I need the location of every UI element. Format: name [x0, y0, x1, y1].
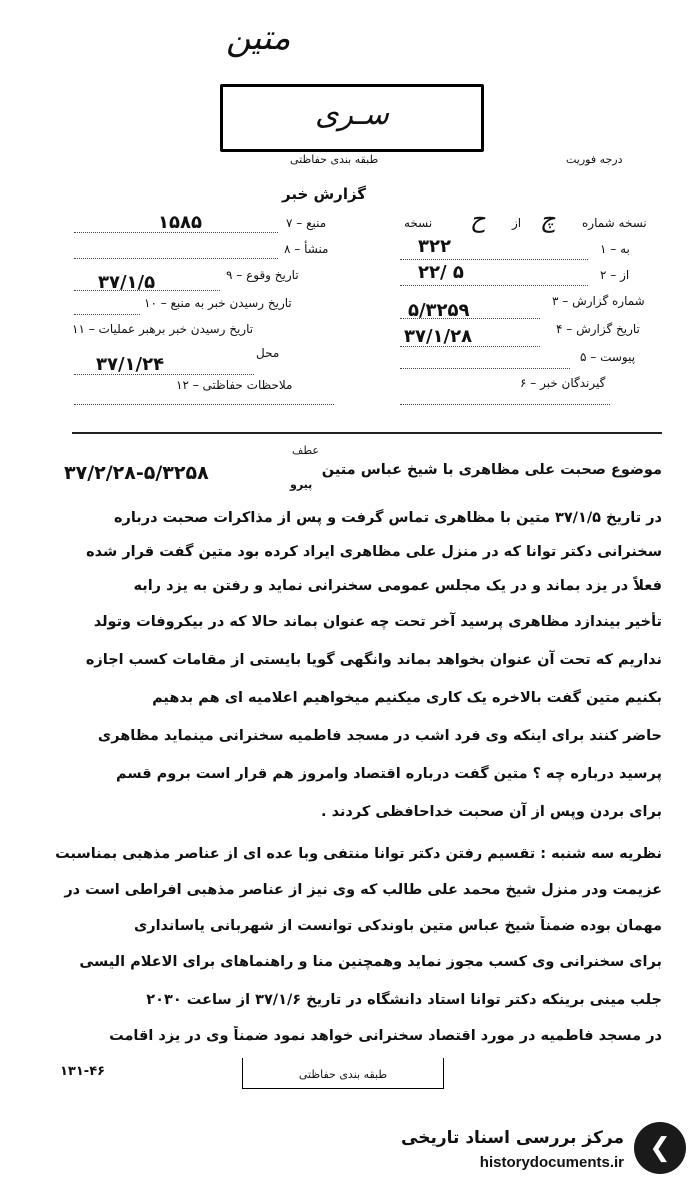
copy-total-hand: ح — [470, 205, 486, 233]
field-from-line — [400, 285, 588, 286]
archive-site: historydocuments.ir — [479, 1154, 624, 1171]
body-line: بکنیم متین گفت بالاخره یک کاری میکنیم میخواهیم اعلامیه ای هم بدهیم — [152, 690, 662, 706]
bottom-classification-stamp — [242, 1058, 444, 1089]
field-to-line — [400, 259, 588, 260]
header-separator — [72, 432, 662, 434]
body-line: برای سخنرانی وی کسب مجوز نماید وهمچنین منا و راهنماهای برای الاعلام الیسی — [79, 954, 662, 970]
field-report-date-line — [400, 346, 540, 347]
field-source-line — [74, 232, 278, 233]
page-code: ۱۳۱-۴۶ — [60, 1064, 106, 1079]
body-line: در مسجد فاطمیه در مورد اقتصاد سخنرانی خواهد نمود ضمناً وی در یزد اقامت — [109, 1028, 662, 1044]
field-report-date-value: ۳۷/۱/۲۸ — [404, 326, 473, 347]
body-line: حاضر کنند برای اینکه وی فرد اشب در مسجد فاطمیه سخنرانی مینماید مظاهری — [97, 728, 662, 744]
field-from-value: ۲۲/ ۵ — [418, 262, 464, 283]
archive-org-name: مرکز بررسی اسناد تاریخی — [401, 1128, 624, 1148]
field-place-line — [74, 374, 254, 375]
field-source-receipt-label: ۱۰ – تاریخ رسیدن خبر به منبع — [144, 296, 292, 310]
field-to-label: ۱ – به — [600, 242, 630, 256]
body-line: برای بردن وپس از آن صحبت خداحافظی کردند . — [321, 804, 662, 820]
field-attachment-line — [400, 368, 570, 369]
copy-of-label: از — [512, 216, 522, 230]
field-leader-receipt-label: ۱۱ – تاریخ رسیدن خبر برهبر عملیات — [72, 322, 254, 336]
archive-footer — [395, 1120, 700, 1188]
field-source-receipt-line — [74, 314, 140, 315]
field-report-no-line — [400, 318, 540, 319]
copy-number-hand: چ — [540, 205, 556, 233]
classification-caption: طبقه بندی حفاظتی — [290, 153, 379, 166]
field-origin-line — [74, 258, 278, 259]
body-line: عزیمت ودر منزل شیخ محمد علی طالب که وی نیز از عناصر مذهبی افراطی است در — [64, 882, 662, 898]
field-recipients-label: ۶ – گیرندگان خبر — [520, 376, 606, 390]
body-line: در تاریخ ۳۷/۱/۵ متین با مظاهری تماس گرفت و پس از مذاکرات صحبت درباره — [113, 510, 662, 526]
handwritten-name: متین — [226, 18, 291, 58]
field-occurrence-line — [74, 290, 220, 291]
body-subject-line: موضوع صحبت علی مظاهری با شیخ عباس متین — [321, 462, 662, 478]
field-origin-label: ۸ – منشأ — [284, 242, 329, 256]
secret-stamp-text: سـری — [315, 97, 389, 132]
field-place-label: محل — [256, 346, 280, 360]
field-security-notes-label: ۱۲ – ملاحظات حفاظتی — [176, 378, 293, 392]
body-line: نظریه سه شنبه : تقسیم رفتن دکتر توانا منتفی وبا عده ای از عناصر مذهبی بمناسبت — [55, 846, 662, 862]
field-source-value: ۱۵۸۵ — [158, 212, 202, 233]
field-report-no-label: ۳ – شماره گزارش — [552, 294, 645, 308]
copy-label: نسخه — [404, 216, 433, 230]
secret-stamp — [220, 84, 484, 152]
body-line: جلب مینی برینکه دکتر توانا استاد دانشگاه در تاریخ ۳۷/۱/۶ از ساعت ۲۰۳۰ — [146, 992, 662, 1008]
bottom-stamp-text: طبقه بندی حفاظتی — [298, 1068, 388, 1081]
archive-logo-icon: ❮ — [634, 1122, 686, 1174]
body-line: سخنرانی دکتر توانا که در منزل علی مظاهری ایراد کرده بود متین گفت قرار شده — [86, 544, 662, 560]
field-recipients-line — [400, 404, 610, 405]
field-from-label: ۲ – از — [600, 268, 630, 282]
field-security-notes-line — [74, 404, 334, 405]
body-line: مهمان بوده ضمناً شیخ عباس متین باوندکی توانست از شهربانی یاسانداری — [133, 918, 662, 934]
body-line: فعلاً در یزد بماند و در یک مجلس عمومی سخنرانی نماید و رفتن به یزد رابه — [133, 578, 662, 594]
field-report-no-value: ۵/۳۲۵۹ — [408, 300, 470, 321]
body-line: نداریم که تحت آن عنوان بخواهد بماند وانگهی گویا بایستی از مقامات کسب اجازه — [85, 652, 662, 668]
ref-numbers: ۳۷/۲/۲۸-۵/۳۲۵۸ — [64, 462, 209, 484]
body-line: پرسید درباره چه ؟ متین گفت درباره اقتصاد وامروز هم قرار است بروم قسم — [115, 766, 662, 782]
body-line: تأخیر بیندازد مظاهری پرسید آخر تحت چه عنوان بماند حالا که در بیکروفات وتولد — [93, 614, 662, 630]
field-attachment-label: ۵ – پیوست — [580, 350, 636, 364]
field-place-value: ۳۷/۱/۲۴ — [96, 354, 165, 375]
field-occurrence-label: ۹ – تاریخ وقوع — [226, 268, 299, 282]
ref-peyro-label: پیرو — [290, 478, 313, 491]
priority-label: درجه فوریت — [566, 153, 623, 166]
report-title: گزارش خبر — [282, 185, 367, 203]
copy-number-label: نسخه شماره — [582, 216, 647, 230]
field-source-label: ۷ – منبع — [286, 216, 327, 230]
field-to-value: ۳۲۲ — [418, 236, 451, 257]
ref-atf-label: عطف — [292, 444, 319, 457]
field-occurrence-value: ۳۷/۱/۵ — [98, 272, 156, 293]
field-report-date-label: ۴ – تاریخ گزارش — [556, 322, 640, 336]
